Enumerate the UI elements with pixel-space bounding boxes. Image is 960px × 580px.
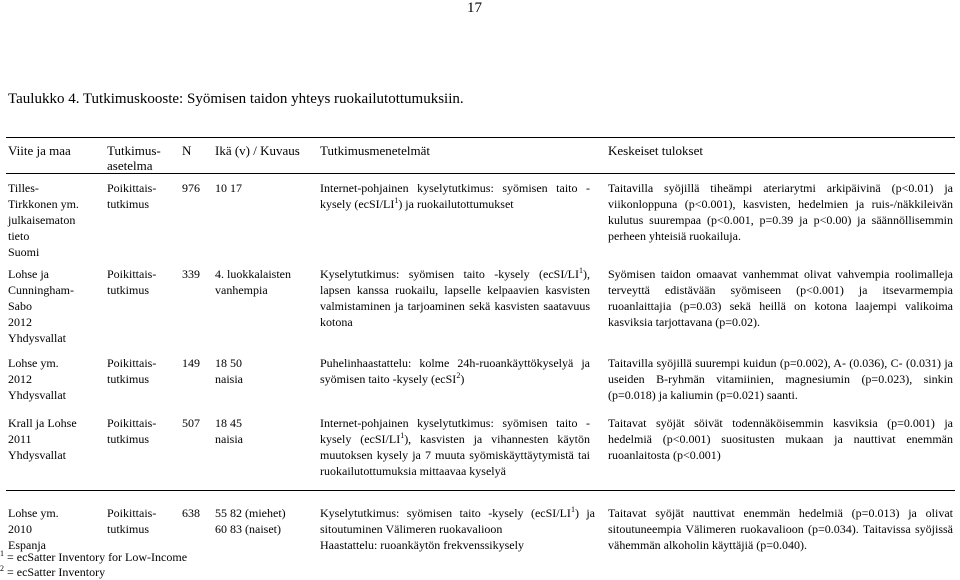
header-n: N: [182, 143, 192, 158]
ref-line: Lohse ja: [8, 267, 49, 281]
ref-line: Tilles-: [8, 181, 39, 195]
ref-line: Yhdysvallat: [8, 388, 66, 402]
age-line: 55 82 (miehet): [215, 506, 286, 520]
row-reference: [8, 266, 98, 346]
row-n: 339: [182, 267, 200, 281]
age-line: naisia: [215, 372, 243, 386]
design-line: Poikittais-: [107, 506, 157, 520]
age-line: 4. luokkalaisten: [215, 267, 291, 281]
method-text: Kyselytutkimus: syömisen taito -kysely (ecSI/LI: [320, 267, 579, 281]
row-design: [107, 505, 156, 537]
method-text: Internet-pohjainen kyselytutkimus: syömisen taito -kysely (ecSI/LI: [320, 416, 590, 446]
design-line: Poikittais-: [107, 181, 157, 195]
ref-line: Sabo: [8, 299, 32, 313]
row-design: [107, 355, 156, 387]
ref-line: 2011: [8, 432, 32, 446]
ref-line: Espanja: [8, 538, 46, 552]
row-reference: [8, 505, 98, 553]
method-text: ): [460, 372, 465, 386]
row-n: 507: [182, 416, 200, 430]
footnote: [0, 565, 105, 579]
ref-line: Yhdysvallat: [8, 448, 66, 462]
design-line: tutkimus: [107, 372, 150, 386]
age-line: vanhempia: [215, 283, 268, 297]
row-age: [215, 355, 243, 387]
method-text: ), kasvisten ja vihannesten käytön muutoksen kysely ja 7 muuta syömiskäyttäytymistä tai ruokailutottumuksia mittaavaa kyselyä: [320, 432, 590, 478]
age-line: 10 17: [215, 181, 242, 195]
method-text: ), lapsen kanssa ruokailu, lapselle kelpaavien kasvisten valmistaminen ja tarjoaminen sekä kasvisten saatavuus kotona: [320, 267, 590, 329]
row-age: [215, 180, 242, 196]
row-results: Taitavat syöjät nauttivat enemmän hedelmiä (p=0.013) ja olivat sitoutuneempia Välimeren ruokavalioon (p=0.034). Taitavissa syöjissä vähemmän alkoholin käyttäjiä (p=0.040).: [608, 506, 953, 552]
design-line: Poikittais-: [107, 356, 157, 370]
header-design-line: Tutkimus-: [107, 143, 161, 158]
row-design: [107, 266, 156, 298]
row-age: [215, 505, 286, 537]
row-reference: [8, 180, 98, 260]
footnote-text: = ecSatter Inventory for Low-Income: [4, 550, 188, 564]
design-line: Poikittais-: [107, 267, 157, 281]
method-text: Kyselytutkimus: syömisen taito -kysely (ecSI/LI: [320, 506, 571, 520]
method-text: Internet-pohjainen kyselytutkimus: syömisen taito -kysely (ecSI/LI: [320, 181, 590, 211]
ref-line: tieto: [8, 229, 30, 243]
footnote-text: = ecSatter Inventory: [4, 565, 106, 579]
design-line: Poikittais-: [107, 416, 157, 430]
row-reference: [8, 355, 98, 403]
row-age: [215, 266, 291, 298]
method-line: Haastattelu: ruoankäytön frekvenssikysely: [320, 538, 524, 552]
footnote-mark: 1: [400, 431, 405, 440]
ref-line: 2010: [8, 522, 32, 536]
footnote-mark: 2: [0, 564, 4, 573]
ref-line: Yhdysvallat: [8, 331, 66, 345]
method-text: Puhelinhaastattelu: kolme 24h-ruoankäyttökyselyä ja syömisen taito -kysely (ecSI: [320, 356, 590, 386]
footnote-mark: 1: [394, 196, 399, 205]
row-results: Taitavat syöjät söivät todennäköisemmin kasviksia (p=0.001) ja hedelmiä (p<0.001) suositusten mukaan ja nauttivat enemmän ruoanlaitosta (p<0.001): [608, 416, 953, 462]
table-caption: Taulukko 4. Tutkimuskooste: Syömisen taidon yhteys ruokailutottumuksiin.: [8, 91, 464, 107]
method-text: ) ja sitoutuminen Välimeren ruokavalioon: [320, 506, 595, 536]
header-design-line: asetelma: [107, 158, 153, 173]
row-methods: [320, 355, 590, 387]
ref-line: Suomi: [8, 245, 40, 259]
ref-line: 2012: [8, 372, 32, 386]
design-line: tutkimus: [107, 283, 150, 297]
header-age: Ikä (v) / Kuvaus: [215, 143, 300, 158]
ref-line: Krall ja Lohse: [8, 416, 77, 430]
footnote-mark: 1: [570, 505, 575, 514]
row-results: Taitavilla syöjillä suurempi kuidun (p=0.002), A- (0.036), C- (0.031) ja useiden B-ryhmän vitamiinien, magnesiumin (p=0.023), sinkin (p=0.018) ja kaliumin (p=0.021) saanti.: [608, 356, 953, 402]
design-line: tutkimus: [107, 197, 150, 211]
row-design: [107, 180, 156, 212]
row-methods: [320, 180, 590, 212]
age-line: 18 50: [215, 356, 242, 370]
footnote-mark: 1: [0, 549, 4, 558]
header-results: Keskeiset tulokset: [608, 143, 703, 158]
ref-line: Lohse ym.: [8, 506, 59, 520]
footnote-mark: 1: [579, 266, 583, 275]
table-header-rule: [6, 173, 955, 174]
row-methods: [320, 266, 590, 330]
page-number: 17: [467, 0, 482, 16]
method-text: ) ja ruokailutottumukset: [398, 197, 514, 211]
row-results: Taitavilla syöjillä tiheämpi ateriarytmi arkipäivinä (p<0.01) ja viikonloppuna (p<0.001), kasvisten, hedelmien ja ruis-/näkkileivän kulutus suurempaa (p<0.001, p=0.39 ja p<0.00) ja säännöllisemmin perheen yhteisiä ruokailuja.: [608, 181, 953, 243]
row-age: [215, 415, 243, 447]
age-line: 60 83 (naiset): [215, 522, 281, 536]
age-line: naisia: [215, 432, 243, 446]
ref-line: Cunningham-: [8, 283, 74, 297]
ref-line: julkaisematon: [8, 213, 76, 227]
row-methods: [320, 505, 595, 553]
table-section-rule: [6, 490, 955, 491]
row-methods: [320, 415, 590, 479]
row-reference: [8, 415, 103, 463]
header-ref: Viite ja maa: [8, 143, 71, 158]
ref-line: 2012: [8, 315, 32, 329]
ref-line: Tirkkonen ym.: [8, 197, 79, 211]
age-line: 18 45: [215, 416, 242, 430]
header-methods: Tutkimusmenetelmät: [320, 143, 431, 158]
header-design: [107, 143, 161, 173]
method-line: [320, 505, 595, 537]
row-n: 149: [182, 356, 200, 370]
footnote: [0, 550, 187, 564]
row-n: 976: [182, 181, 200, 195]
footnote-mark: 2: [456, 371, 461, 380]
table-top-rule: [6, 137, 955, 138]
design-line: tutkimus: [107, 432, 150, 446]
design-line: tutkimus: [107, 522, 150, 536]
row-results: Syömisen taidon omaavat vanhemmat olivat vahvempia roolimalleja terveyttä edistävään syömiseen (p<0.001) ja itsevarmempia ruoanlaittajia (p=0.03) sekä heillä on kotona laajempi valikoima kasviksia tarjottavana (p=0.02).: [608, 267, 953, 329]
ref-line: Lohse ym.: [8, 356, 59, 370]
row-n: 638: [182, 506, 200, 520]
row-design: [107, 415, 156, 447]
